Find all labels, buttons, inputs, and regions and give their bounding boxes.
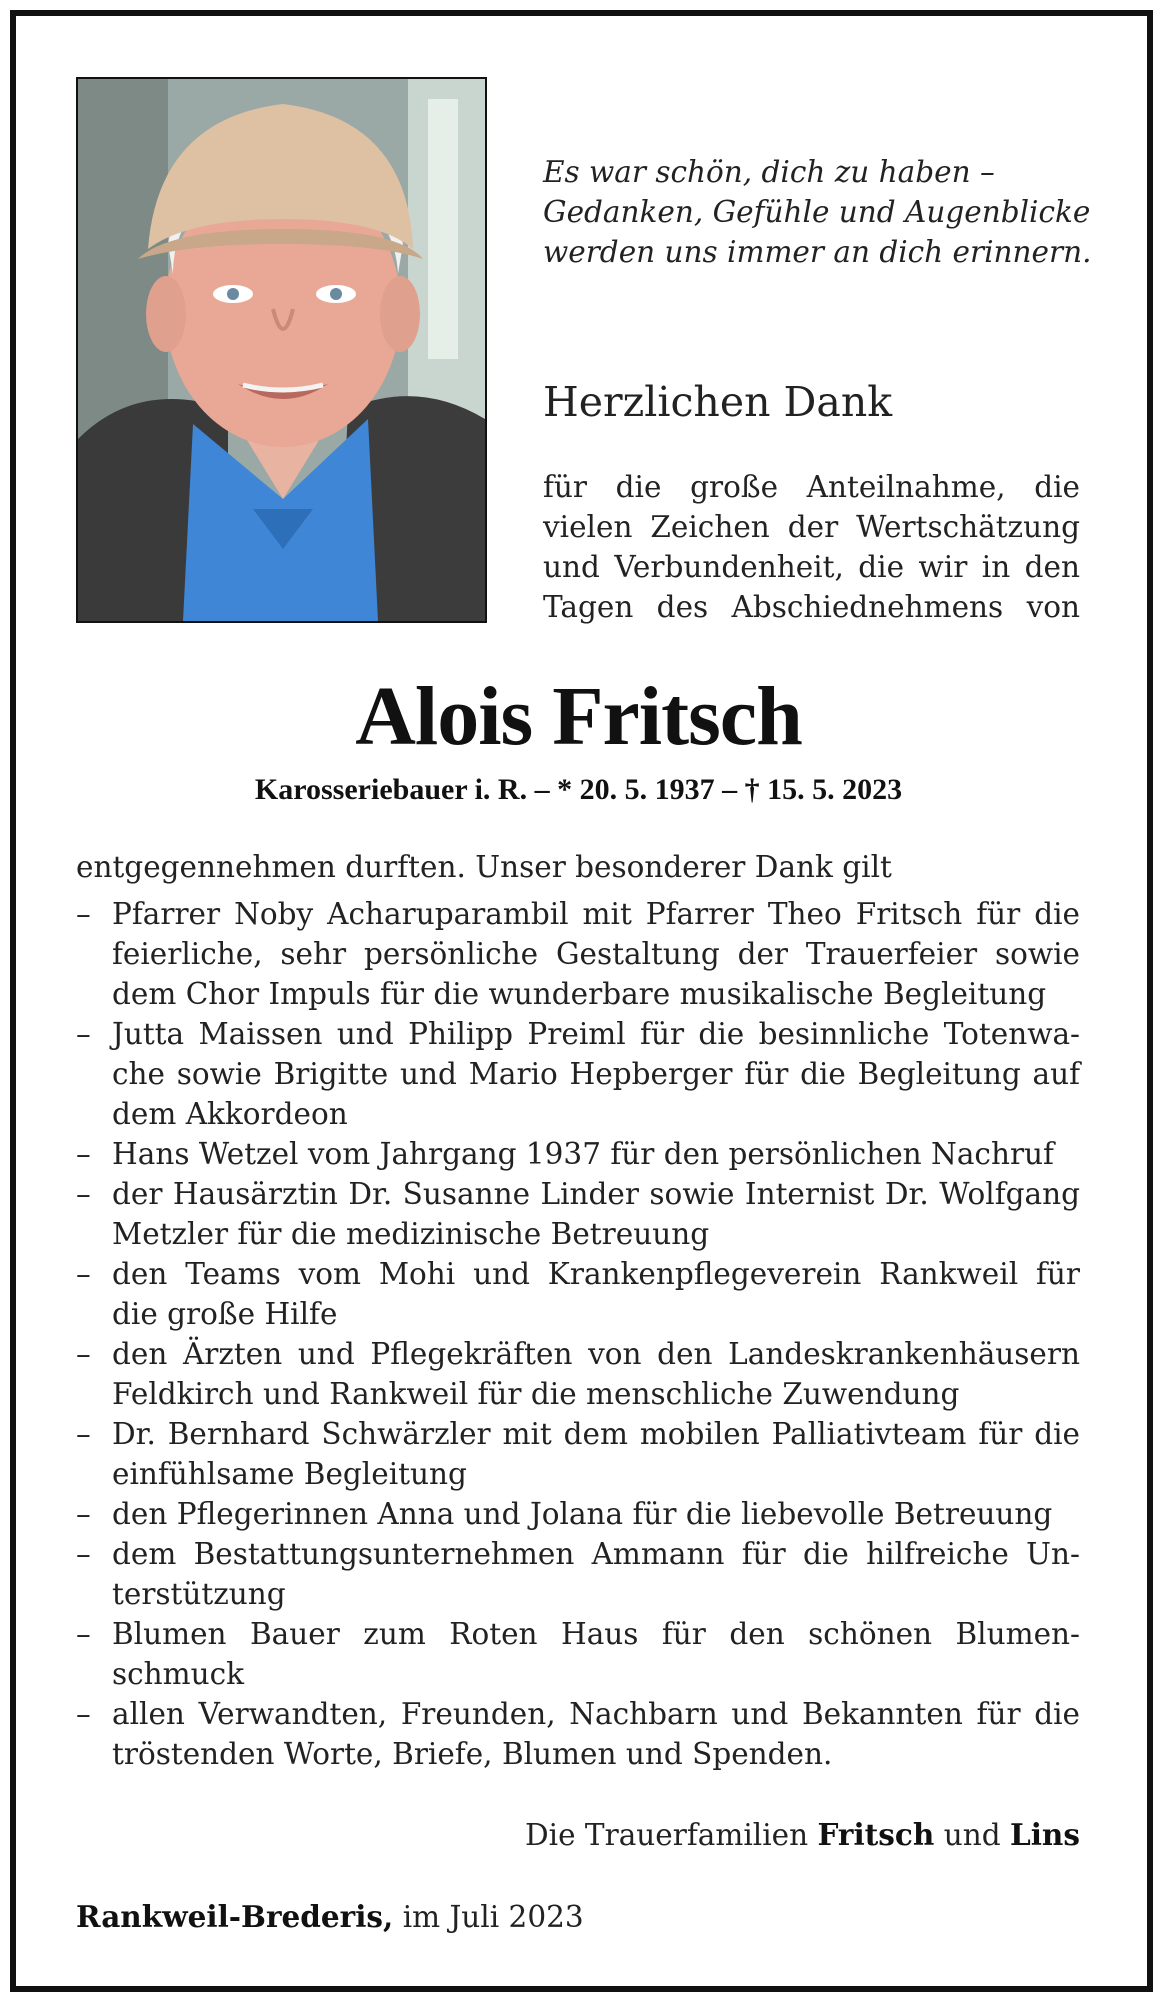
list-item-line: den Teams vom Mohi und Krankenpflegeverein Rankweil für — [112, 1257, 1080, 1291]
list-dash: – — [76, 1137, 91, 1171]
signature-prefix: Die Trauerfamilien — [525, 1818, 809, 1852]
signature-connector: und — [943, 1818, 1001, 1852]
quote-line: Gedanken, Gefühle und Augenblicke — [543, 195, 1091, 229]
quote-line: Es war schön, dich zu haben – — [543, 155, 995, 189]
list-item-line: Jutta Maissen und Philipp Preiml für die besinnliche Totenwa- — [112, 1017, 1080, 1051]
list-item — [76, 1694, 1080, 1774]
list-dash: – — [76, 1697, 91, 1731]
list-item-line: die große Hilfe — [112, 1297, 338, 1331]
thanks-line: Tagen des Abschiednehmens von — [543, 590, 1080, 624]
thanks-list — [76, 894, 1080, 1774]
list-dash: – — [76, 1617, 91, 1651]
list-item — [76, 1334, 1080, 1414]
list-dash: – — [76, 897, 91, 931]
list-item — [76, 1014, 1080, 1134]
list-dash: – — [76, 1417, 91, 1451]
list-item-line: allen Verwandten, Freunden, Nachbarn und Bekannten für die — [112, 1697, 1080, 1731]
list-item-line: Pfarrer Noby Acharuparambil mit Pfarrer Theo Fritsch für die — [112, 897, 1080, 931]
list-item-line: dem Chor Impuls für die wunderbare musikalische Begleitung — [112, 977, 1047, 1011]
thanks-line: vielen Zeichen der Wertschätzung — [543, 510, 1080, 544]
portrait-photo — [76, 77, 487, 623]
list-item — [76, 1494, 1080, 1534]
list-item-line: terstützung — [112, 1577, 286, 1611]
list-item — [76, 1534, 1080, 1614]
thanks-line: und Verbundenheit, die wir in den — [543, 550, 1080, 584]
list-item-line: einfühlsame Begleitung — [112, 1457, 467, 1491]
list-item-line: dem Akkordeon — [112, 1097, 348, 1131]
list-dash: – — [76, 1497, 91, 1531]
list-dash: – — [76, 1537, 91, 1571]
list-dash: – — [76, 1257, 91, 1291]
place-and-date — [76, 1899, 584, 1934]
deceased-name: Alois Fritsch — [355, 670, 802, 763]
list-item-line: Blumen Bauer zum Roten Haus für den schönen Blumen- — [112, 1617, 1080, 1651]
memorial-quote — [543, 152, 1103, 272]
list-item-line: Feldkirch und Rankweil für die menschliche Zuwendung — [112, 1377, 960, 1411]
list-dash: – — [76, 1017, 91, 1051]
list-item-line: dem Bestattungsunternehmen Ammann für die hilfreiche Un- — [112, 1537, 1080, 1571]
list-dash: – — [76, 1337, 91, 1371]
list-item — [76, 894, 1080, 1014]
quote-line: werden uns immer an dich erinnern. — [543, 235, 1092, 269]
list-item-line: den Pflegerinnen Anna und Jolana für die liebevolle Betreuung — [112, 1497, 1053, 1531]
list-item — [76, 1614, 1080, 1694]
list-item-line: tröstenden Worte, Briefe, Blumen und Spenden. — [112, 1737, 833, 1771]
thanks-paragraph — [543, 467, 1080, 627]
list-item — [76, 1174, 1080, 1254]
family-name-2: Lins — [1009, 1817, 1080, 1852]
list-item-line: den Ärzten und Pflegekräften von den Landeskrankenhäusern — [112, 1337, 1080, 1371]
list-item — [76, 1134, 1080, 1174]
list-item — [76, 1254, 1080, 1334]
place-location: Rankweil-Brederis, — [76, 1899, 394, 1934]
list-item-line: schmuck — [112, 1657, 245, 1691]
thanks-line: für die große Anteilnahme, die — [543, 470, 1080, 504]
list-item-line: Hans Wetzel vom Jahrgang 1937 für den persönlichen Nachruf — [112, 1137, 1054, 1171]
place-date: im Juli 2023 — [402, 1900, 584, 1934]
list-item-line: der Hausärztin Dr. Susanne Linder sowie Internist Dr. Wolfgang — [112, 1177, 1080, 1211]
list-item-line: feierliche, sehr persönliche Gestaltung der Trauerfeier sowie — [112, 937, 1080, 971]
list-item-line: che sowie Brigitte und Mario Hepberger für die Begleitung auf — [112, 1057, 1080, 1091]
list-item-line: Metzler für die medizinische Betreuung — [112, 1217, 710, 1251]
list-dash: – — [76, 1177, 91, 1211]
list-item — [76, 1414, 1080, 1494]
thanks-heading: Herzlichen Dank — [543, 378, 893, 426]
intro-text: entgegennehmen durften. Unser besonderer Dank gilt — [76, 850, 892, 884]
list-item-line: Dr. Bernhard Schwärzler mit dem mobilen Palliativteam für die — [112, 1417, 1080, 1451]
deceased-details: Karosseriebauer i. R. – * 20. 5. 1937 – † 15. 5. 2023 — [254, 773, 903, 806]
family-name-1: Fritsch — [817, 1817, 935, 1852]
signature — [525, 1817, 1080, 1852]
